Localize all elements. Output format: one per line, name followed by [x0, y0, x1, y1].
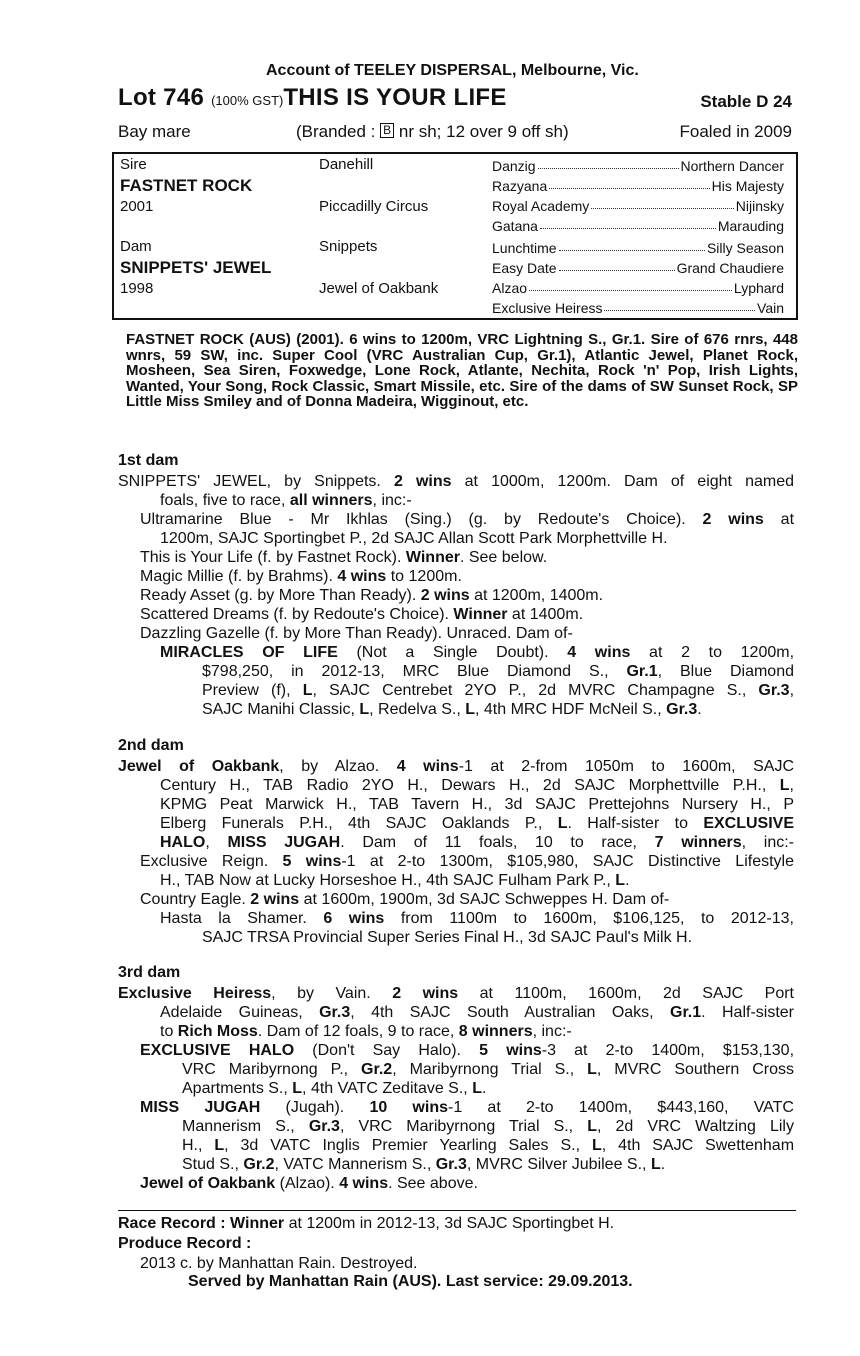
- sire-sire: Danehill: [319, 156, 374, 173]
- text-run: Dazzling Gazelle (f. by More Than Ready). Unraced. Dam of-: [140, 625, 573, 642]
- text-run: L: [587, 1061, 597, 1078]
- text-run: 4 wins: [337, 568, 387, 585]
- text-run: Jewel of Oakbank: [118, 758, 280, 775]
- pedigree-text-line: [182, 1060, 794, 1079]
- leader-dots: [540, 218, 716, 229]
- gg-right: Silly Season: [706, 240, 784, 256]
- pedigree-text-line: [140, 1041, 794, 1060]
- pedigree-text-line: [118, 757, 794, 776]
- text-run: ,: [205, 834, 228, 851]
- text-run: , Redelva S.,: [369, 701, 466, 718]
- text-run: , Blue Diamond: [657, 663, 794, 680]
- text-run: L: [359, 701, 370, 718]
- served-note: Served by Manhattan Rain (AUS). Last service: 29.09.2013.: [188, 1273, 633, 1290]
- gg-left: Royal Academy: [492, 198, 590, 214]
- text-run: 4 wins: [396, 758, 459, 775]
- text-run: , inc:-: [532, 1023, 572, 1040]
- text-run: Century H., TAB Radio 2YO H., Dewars H., 2d SAJC Morphettville P.H.,: [160, 777, 780, 794]
- text-run: , VRC Maribyrnong Trial S.,: [339, 1118, 588, 1135]
- text-run: foals, five to race,: [160, 492, 290, 509]
- text-run: . Dam of 12 foals, 9 to race,: [257, 1023, 459, 1040]
- text-run: This is Your Life (f. by Fastnet Rock).: [140, 549, 406, 566]
- pedigree-text-line: [140, 567, 462, 586]
- pedigree-text-line: [160, 491, 412, 510]
- text-run: Elberg Funerals P.H., 4th SAJC Oaklands P.,: [160, 815, 558, 832]
- stable-number: Stable D 24: [700, 92, 792, 111]
- text-run: Gr.1: [670, 1004, 702, 1021]
- text-run: (Don't Say Halo).: [294, 1042, 480, 1059]
- text-run: Stud S.,: [182, 1156, 244, 1173]
- text-run: from 1100m to 1600m, $106,125, to 2012-13,: [384, 910, 795, 927]
- pedigree-text-line: [160, 643, 794, 662]
- sire-summary: FASTNET ROCK (AUS) (2001). 6 wins to 1200m, VRC Lightning S., Gr.1. Sire of 676 rnrs, 448 wnrs, 59 SW, inc. Super Cool (VRC Australian Cup, Gr.1), Atlantic Jewel, Planet Rock, Mosheen, Sea Siren, Foxwedge, Lone Rock, Atlante, Nechita, Rock 'n' Pop, Irish Lights, Wanted, Your Song, Rock Classic, Smart Missile, etc. Sire of the dams of SW Sunset Rock, SP Little Miss Smiley and of Donna Madeira, Wigginout, etc.: [126, 331, 798, 410]
- text-run: Jewel of Oakbank: [140, 1175, 276, 1192]
- produce-record-label: Produce Record :: [118, 1235, 252, 1252]
- text-run: .: [660, 1156, 666, 1173]
- foaled-year: Foaled in 2009: [679, 122, 792, 141]
- pedigree-text-line: [140, 624, 573, 643]
- text-run: at 1000m, 1200m. Dam of eight named: [451, 473, 795, 490]
- pedigree-text-line: [140, 890, 669, 909]
- text-run: to: [160, 1023, 178, 1040]
- pedigree-text-line: [160, 1022, 572, 1041]
- text-run: Gr.3: [666, 701, 698, 718]
- text-run: 2 wins: [702, 511, 764, 528]
- text-run: SNIPPETS' JEWEL, by Snippets.: [118, 473, 394, 490]
- text-run: , 4th VATC Zeditave S.,: [302, 1080, 473, 1097]
- pedigree-text-line: [182, 1136, 794, 1155]
- text-run: L: [302, 682, 313, 699]
- text-run: 2 wins: [393, 473, 452, 490]
- text-run: .: [481, 1080, 487, 1097]
- text-run: 2 wins: [250, 891, 300, 908]
- pedigree-text-line: [202, 662, 794, 681]
- text-run: L: [650, 1156, 661, 1173]
- gg-row: [492, 300, 784, 316]
- text-run: , MVRC Southern Cross: [596, 1061, 795, 1078]
- text-run: , 4th SAJC South Australian Oaks,: [350, 1004, 671, 1021]
- text-run: L: [465, 701, 475, 718]
- text-run: 4 wins: [339, 1175, 389, 1192]
- brand-description: [296, 122, 569, 142]
- text-run: MIRACLES OF LIFE: [160, 644, 338, 661]
- text-run: Country Eagle.: [140, 891, 251, 908]
- sire-label: Sire: [120, 156, 147, 173]
- pedigree-text-line: [160, 833, 794, 852]
- text-run: (Not a Single Doubt).: [337, 644, 568, 661]
- text-run: at: [763, 511, 795, 528]
- text-run: KPMG Peat Marwick H., TAB Tavern H., 3d SAJC Prettejohns Nursery H., P: [160, 796, 794, 813]
- gg-right: His Majesty: [711, 178, 784, 194]
- text-run: at 1600m, 1900m, 3d SAJC Schweppes H. Dam of-: [299, 891, 670, 908]
- text-run: Rich Moss: [177, 1023, 258, 1040]
- produce-record-line: 2013 c. by Manhattan Rain. Destroyed.: [140, 1255, 418, 1272]
- pedigree-text-line: [160, 529, 668, 548]
- text-run: L: [214, 1137, 225, 1154]
- first-dam-heading: 1st dam: [118, 452, 179, 469]
- pedigree-text-line: [202, 928, 692, 947]
- text-run: SAJC TRSA Provincial Super Series Final H., 3d SAJC Paul's Milk H.: [202, 929, 693, 946]
- text-run: Gr.3: [435, 1156, 467, 1173]
- dam-label: Dam: [120, 238, 152, 255]
- gg-left: Danzig: [492, 158, 536, 174]
- text-run: Gr.3: [758, 682, 790, 699]
- gg-left: Easy Date: [492, 260, 557, 276]
- text-run: Adelaide Guineas,: [160, 1004, 320, 1021]
- pedigree-text-line: [160, 1003, 794, 1022]
- sex-colour: Bay mare: [118, 122, 191, 141]
- text-run: L: [615, 872, 626, 889]
- text-run: L: [292, 1080, 303, 1097]
- pedigree-text-line: [202, 681, 794, 700]
- text-run: 5 wins: [282, 853, 342, 870]
- gg-right: Vain: [757, 300, 784, 316]
- pedigree-text-line: [140, 548, 547, 567]
- leader-dots: [559, 240, 705, 251]
- leader-dots: [549, 178, 709, 189]
- text-run: Winner: [405, 549, 460, 566]
- pedigree-text-line: [160, 871, 630, 890]
- gg-left: Gatana: [492, 218, 538, 234]
- branded-prefix: (Branded :: [296, 122, 376, 141]
- gg-left: Lunchtime: [492, 240, 557, 256]
- pedigree-text-line: [140, 605, 583, 624]
- gg-right: Marauding: [717, 218, 784, 234]
- brand-mark: B: [380, 123, 394, 138]
- text-run: . Half-sister to: [567, 815, 704, 832]
- text-run: -3 at 2-to 1400m, $153,130,: [541, 1042, 795, 1059]
- gg-row: [492, 240, 784, 256]
- race-record: [118, 1214, 614, 1233]
- lot-number: Lot 746: [118, 84, 205, 111]
- pedigree-text-line: [140, 1098, 794, 1117]
- text-run: at 2 to 1200m,: [630, 644, 795, 661]
- leader-dots: [538, 158, 679, 169]
- pedigree-table: [112, 152, 798, 320]
- sire-name: FASTNET ROCK: [120, 176, 253, 195]
- text-run: . Dam of 11 foals, 10 to race,: [340, 834, 655, 851]
- pedigree-text-line: [202, 700, 702, 719]
- gg-right: Nijinsky: [735, 198, 784, 214]
- dam-name: SNIPPETS' JEWEL: [120, 258, 272, 277]
- text-run: Mannerism S.,: [182, 1118, 309, 1135]
- third-dam-heading: 3rd dam: [118, 964, 181, 981]
- text-run: MISS JUGAH: [140, 1099, 261, 1116]
- text-run: 6 wins: [323, 910, 385, 927]
- text-run: H., TAB Now at Lucky Horseshoe H., 4th SAJC Fulham Park P.,: [160, 872, 616, 889]
- text-run: 5 wins: [479, 1042, 542, 1059]
- race-record-label: Race Record : Winner: [118, 1215, 285, 1232]
- text-run: 2 wins: [420, 587, 470, 604]
- pedigree-text-line: [140, 510, 794, 529]
- gg-left: Alzao: [492, 280, 528, 296]
- gg-row: [492, 280, 784, 296]
- text-run: , 3d VATC Inglis Premier Yearling Sales S.,: [224, 1137, 592, 1154]
- text-run: , by Vain.: [271, 985, 393, 1002]
- text-run: L: [587, 1118, 597, 1135]
- pedigree-text-line: [182, 1155, 665, 1174]
- race-record-text: at 1200m in 2012-13, 3d SAJC Sportingbet H.: [284, 1215, 615, 1232]
- text-run: , inc:-: [372, 492, 412, 509]
- text-run: Gr.1: [626, 663, 658, 680]
- text-run: at 1100m, 1600m, 2d SAJC Port: [458, 985, 795, 1002]
- text-run: , 2d VRC Waltzing Lily: [596, 1118, 794, 1135]
- pedigree-text-line: [140, 586, 603, 605]
- text-run: -1 at 2-from 1050m to 1600m, SAJC: [458, 758, 795, 775]
- text-run: Preview (f),: [202, 682, 303, 699]
- text-run: Hasta la Shamer.: [160, 910, 324, 927]
- text-run: EXCLUSIVE HALO: [140, 1042, 295, 1059]
- text-run: . Half-sister: [701, 1004, 794, 1021]
- text-run: VRC Maribyrnong P.,: [182, 1061, 362, 1078]
- text-run: Ultramarine Blue - Mr Ikhlas (Sing.) (g. by Redoute's Choice).: [140, 511, 703, 528]
- pedigree-text-line: [182, 1079, 486, 1098]
- text-run: Gr.2: [243, 1156, 275, 1173]
- dam-dam: Jewel of Oakbank: [319, 280, 439, 297]
- lot-heading: [118, 84, 507, 112]
- dam-year: 1998: [120, 280, 154, 297]
- text-run: SAJC Manihi Classic,: [202, 701, 360, 718]
- gg-right: Grand Chaudiere: [676, 260, 784, 276]
- text-run: H.,: [182, 1137, 215, 1154]
- gst-note: (100% GST): [211, 93, 284, 108]
- text-run: EXCLUSIVE: [703, 815, 794, 832]
- leader-dots: [529, 280, 732, 291]
- text-run: Gr.3: [319, 1004, 351, 1021]
- pedigree-text-line: [160, 909, 794, 928]
- text-run: 4 wins: [567, 644, 631, 661]
- text-run: at 1400m.: [507, 606, 584, 623]
- pedigree-text-line: [160, 776, 794, 795]
- leader-dots: [559, 260, 675, 271]
- text-run: -1 at 2-to 1300m, $105,980, SAJC Distinctive Lifestyle: [341, 853, 794, 870]
- text-run: Exclusive Heiress: [118, 985, 272, 1002]
- text-run: Apartments S.,: [182, 1080, 293, 1097]
- gg-row: [492, 218, 784, 234]
- dam-sire: Snippets: [319, 238, 378, 255]
- text-run: . See below.: [459, 549, 548, 566]
- gg-row: [492, 198, 784, 214]
- gg-row: [492, 158, 784, 174]
- pedigree-text-line: [118, 472, 794, 491]
- pedigree-text-line: [160, 795, 794, 814]
- leader-dots: [591, 198, 733, 209]
- branded-suffix: nr sh; 12 over 9 off sh): [398, 122, 569, 141]
- text-run: , 4th MRC HDF McNeil S.,: [474, 701, 667, 718]
- text-run: L: [557, 815, 568, 832]
- text-run: , SAJC Centrebet 2YO P., 2d MVRC Champagne S.,: [312, 682, 759, 699]
- text-run: , MVRC Silver Jubilee S.,: [466, 1156, 651, 1173]
- text-run: ,: [789, 777, 794, 794]
- text-run: $798,250, in 2012-13, MRC Blue Diamond S.,: [202, 663, 627, 680]
- text-run: 1200m, SAJC Sportingbet P., 2d SAJC Allan Scott Park Morphettville H.: [160, 530, 668, 547]
- text-run: Gr.3: [308, 1118, 340, 1135]
- text-run: , Maribyrnong Trial S.,: [392, 1061, 588, 1078]
- gg-right: Lyphard: [733, 280, 784, 296]
- leader-dots: [604, 300, 755, 311]
- text-run: (Jugah).: [260, 1099, 370, 1116]
- text-run: , inc:-: [741, 834, 795, 851]
- text-run: -1 at 2-to 1400m, $443,160, VATC: [448, 1099, 794, 1116]
- text-run: to 1200m.: [386, 568, 462, 585]
- text-run: . See above.: [388, 1175, 478, 1192]
- account-line: Account of TEELEY DISPERSAL, Melbourne, Vic.: [266, 62, 639, 79]
- text-run: at 1200m, 1400m.: [469, 587, 604, 604]
- text-run: Gr.2: [361, 1061, 393, 1078]
- gg-right: Northern Dancer: [680, 158, 784, 174]
- gg-row: [492, 260, 784, 276]
- text-run: Scattered Dreams (f. by Redoute's Choice).: [140, 606, 454, 623]
- pedigree-text-line: [182, 1117, 794, 1136]
- text-run: all winners: [289, 492, 373, 509]
- pedigree-text-line: [140, 1174, 478, 1193]
- text-run: 10 wins: [369, 1099, 448, 1116]
- second-dam-heading: 2nd dam: [118, 737, 184, 754]
- pedigree-text-line: [140, 852, 794, 871]
- text-run: , VATC Mannerism S.,: [274, 1156, 436, 1173]
- text-run: Exclusive Reign.: [140, 853, 283, 870]
- text-run: 7 winners: [654, 834, 742, 851]
- horse-name: THIS IS YOUR LIFE: [283, 84, 507, 111]
- text-run: , by Alzao.: [279, 758, 397, 775]
- gg-left: Exclusive Heiress: [492, 300, 603, 316]
- gg-left: Razyana: [492, 178, 548, 194]
- text-run: Magic Millie (f. by Brahms).: [140, 568, 338, 585]
- text-run: .: [697, 701, 702, 718]
- text-run: L: [779, 777, 790, 794]
- text-run: MISS JUGAH: [227, 834, 341, 851]
- gg-row: [492, 178, 784, 194]
- text-run: 2 wins: [392, 985, 459, 1002]
- text-run: ,: [789, 682, 795, 699]
- pedigree-text-line: [160, 814, 794, 833]
- sire-year: 2001: [120, 198, 154, 215]
- text-run: (Alzao).: [275, 1175, 340, 1192]
- text-run: 8 winners: [458, 1023, 533, 1040]
- text-run: .: [625, 872, 630, 889]
- text-run: , 4th SAJC Swettenham: [601, 1137, 795, 1154]
- text-run: L: [591, 1137, 602, 1154]
- divider: [118, 1210, 796, 1211]
- text-run: HALO: [160, 834, 206, 851]
- text-run: Winner: [453, 606, 508, 623]
- text-run: Ready Asset (g. by More Than Ready).: [140, 587, 421, 604]
- sire-dam: Piccadilly Circus: [319, 198, 429, 215]
- pedigree-text-line: [118, 984, 794, 1003]
- text-run: L: [472, 1080, 482, 1097]
